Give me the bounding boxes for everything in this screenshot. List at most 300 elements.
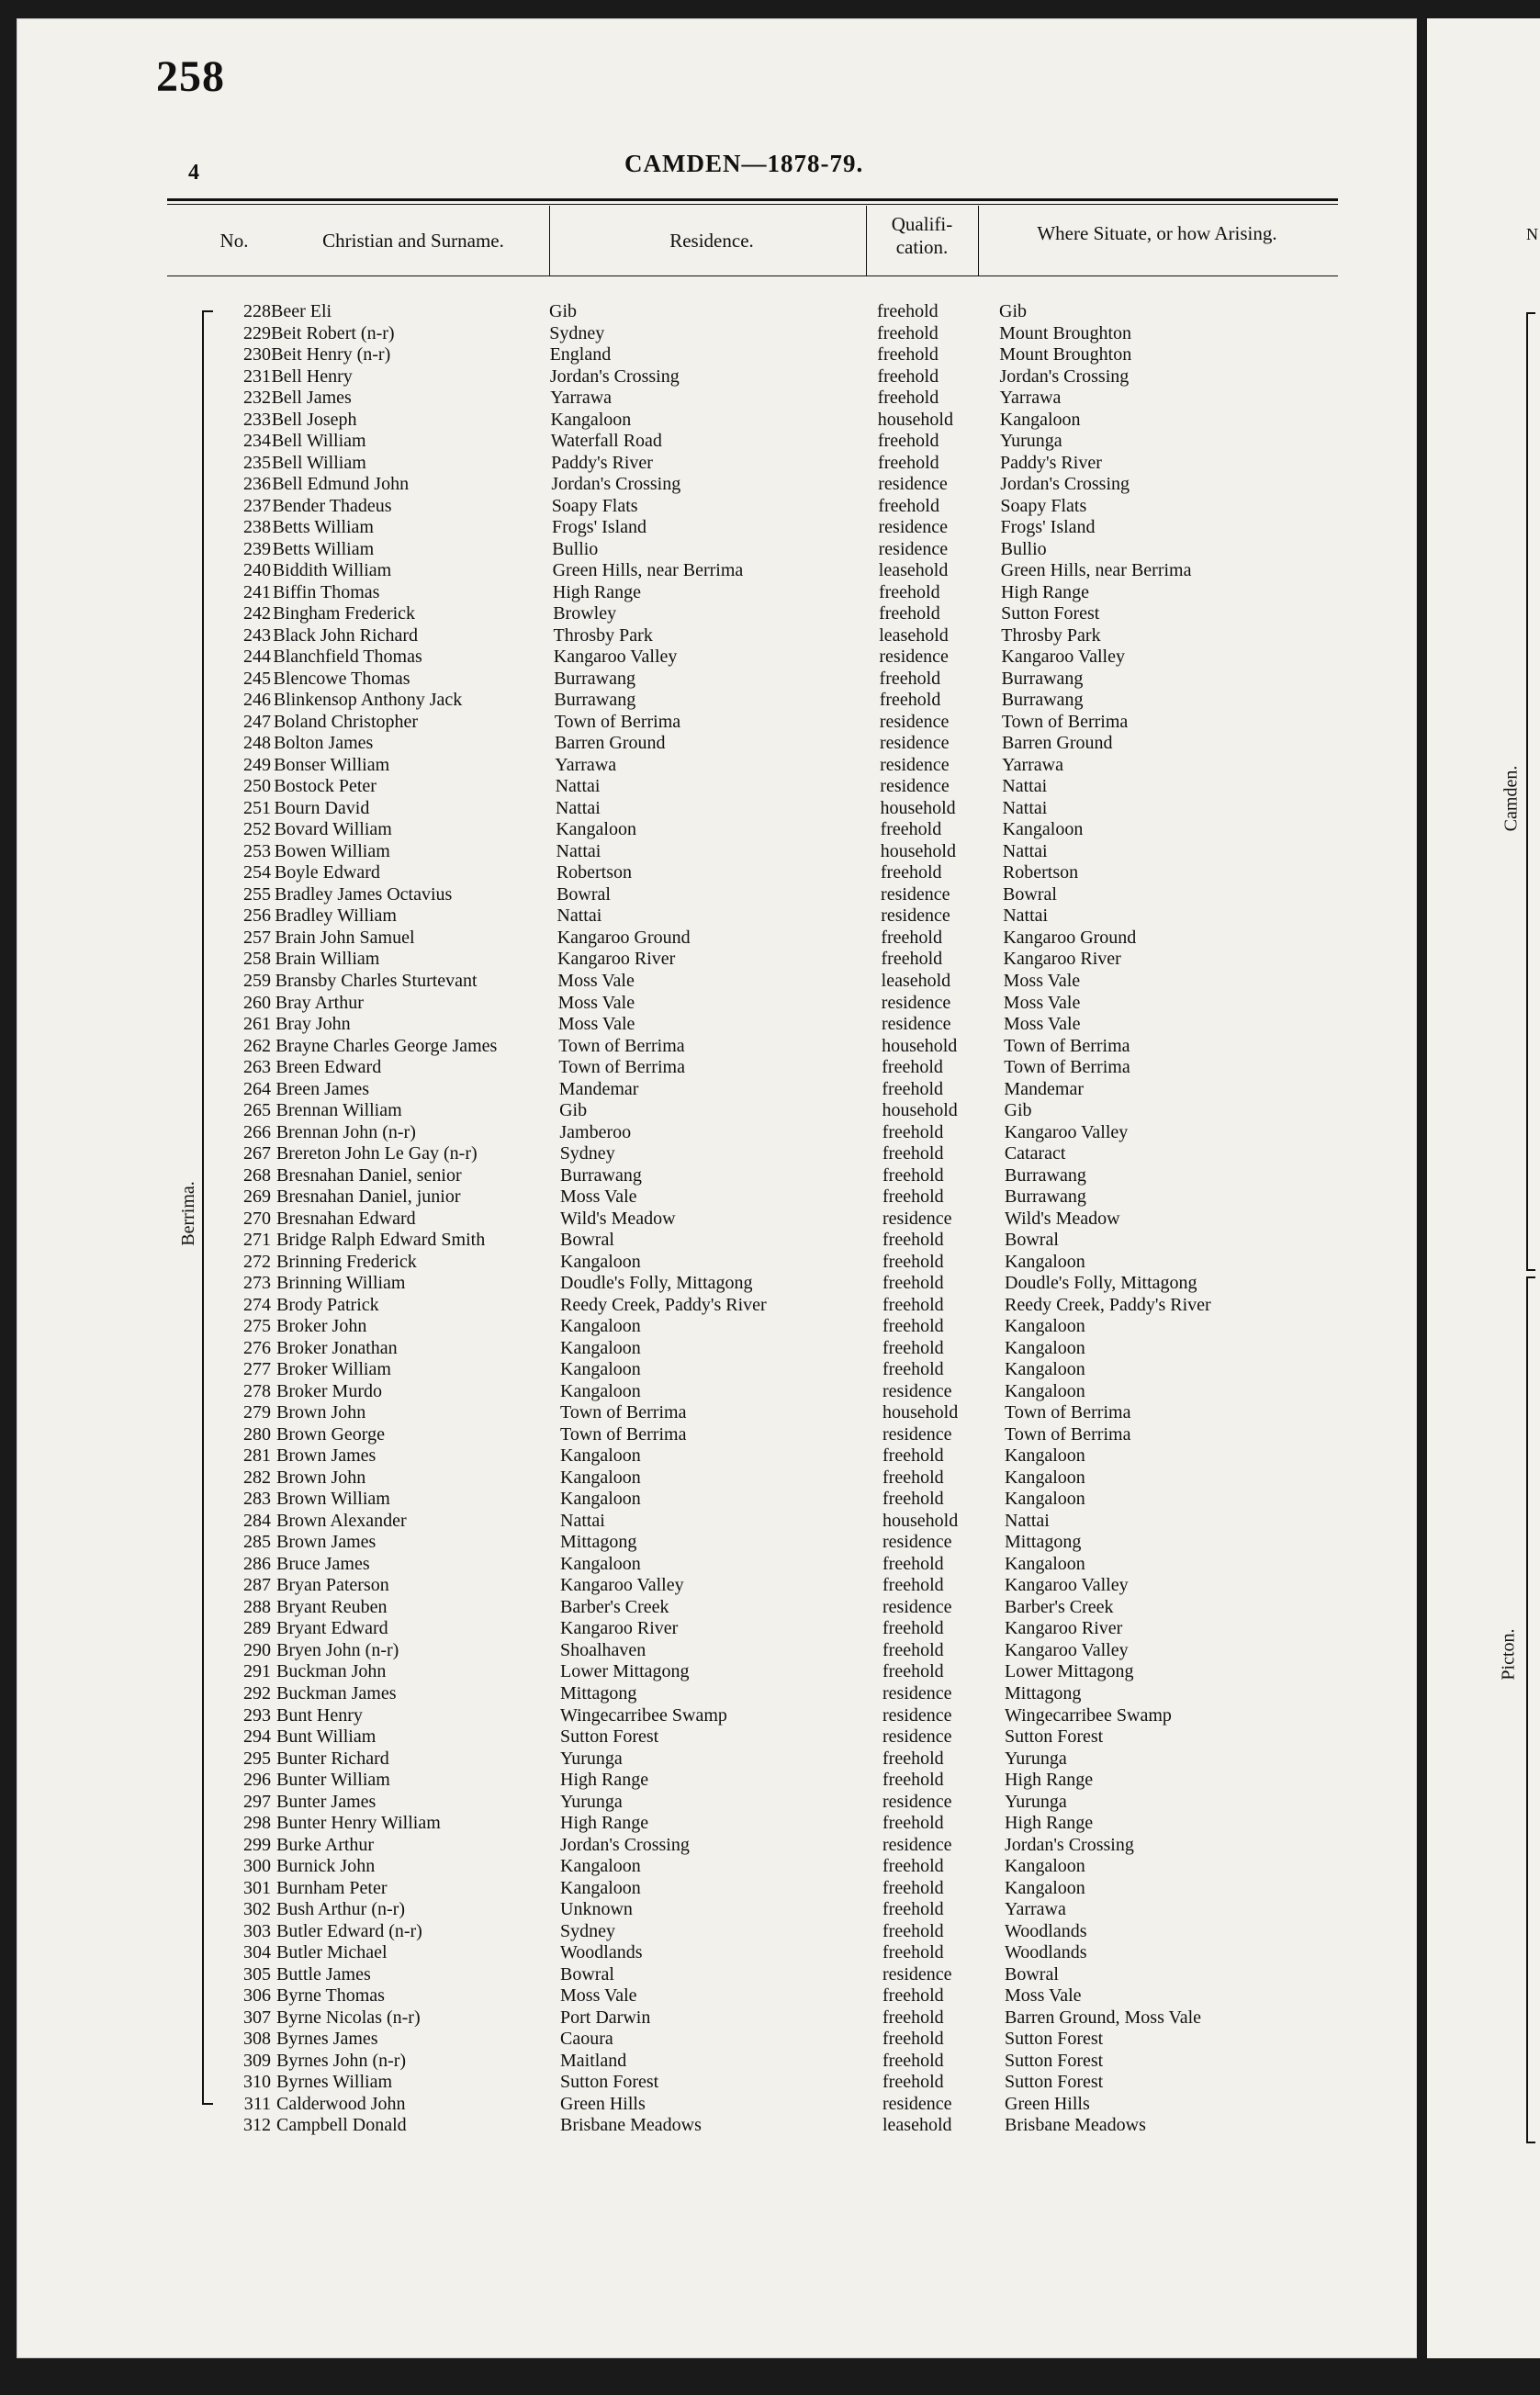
cell-residence: Frogs' Island xyxy=(552,517,647,538)
cell-number: 234 xyxy=(243,431,271,452)
cell-name: Bransby Charles Sturtevant xyxy=(275,970,478,991)
cell-residence: Kangaloon xyxy=(560,1445,641,1467)
cell-name: Brennan William xyxy=(275,1100,402,1121)
table-row xyxy=(0,2029,1341,2051)
cell-residence: Nattai xyxy=(555,776,601,797)
cell-where-situate: Nattai xyxy=(1005,1510,1050,1531)
cell-residence: Port Darwin xyxy=(560,2007,651,2028)
cell-name: Brown John xyxy=(276,1402,366,1423)
table-row xyxy=(0,1597,1341,1619)
cell-qualification: freehold xyxy=(882,1748,944,1769)
cell-where-situate: Jordan's Crossing xyxy=(999,365,1130,387)
cell-number: 297 xyxy=(243,1791,271,1812)
table-row xyxy=(0,1014,1341,1036)
cell-where-situate: Kangaloon xyxy=(1005,1553,1085,1574)
table-row xyxy=(0,1899,1341,1921)
cell-where-situate: Kangaroo Ground xyxy=(1003,927,1137,948)
column-divider xyxy=(978,206,979,275)
cell-qualification: leasehold xyxy=(878,560,949,581)
cell-qualification: freehold xyxy=(882,1337,944,1358)
cell-qualification: residence xyxy=(882,1683,952,1703)
table-row xyxy=(0,1057,1341,1079)
cell-residence: Town of Berrima xyxy=(560,1402,687,1423)
cell-name: Bunt Henry xyxy=(276,1704,363,1726)
cell-name: Burke Arthur xyxy=(276,1834,375,1855)
table-row xyxy=(0,1532,1341,1554)
cell-where-situate: Bullio xyxy=(1000,538,1047,559)
cell-residence: Shoalhaven xyxy=(560,1639,646,1660)
cell-name: Bresnahan Daniel, senior xyxy=(276,1164,462,1186)
cell-qualification: residence xyxy=(881,883,950,905)
cell-qualification: residence xyxy=(882,1532,952,1553)
cell-name: Calderwood John xyxy=(276,2093,406,2114)
cell-number: 279 xyxy=(243,1402,271,1423)
cell-residence: Kangaloon xyxy=(560,1316,641,1337)
cell-where-situate: Kangaloon xyxy=(1005,1380,1085,1401)
cell-number: 254 xyxy=(243,862,271,883)
cell-qualification: freehold xyxy=(882,1121,944,1142)
table-row xyxy=(0,1770,1341,1792)
table-row xyxy=(0,1835,1341,1857)
cell-residence: Kangaroo Ground xyxy=(556,927,691,948)
cell-qualification: freehold xyxy=(878,452,939,473)
cell-residence: Browley xyxy=(553,603,617,624)
cell-name: Brereton John Le Gay (n-r) xyxy=(275,1143,478,1164)
district-label: Berrima. xyxy=(177,1181,198,1246)
cell-residence: Woodlands xyxy=(560,1942,643,1963)
cell-name: Black John Richard xyxy=(273,624,418,646)
table-row xyxy=(0,1618,1341,1640)
cell-qualification: freehold xyxy=(879,690,941,711)
table-row xyxy=(0,453,1341,475)
cell-where-situate: Kangaloon xyxy=(1005,1467,1085,1488)
cell-name: Beit Henry (n-r) xyxy=(271,344,391,365)
cell-number: 268 xyxy=(243,1164,271,1186)
cell-where-situate: Town of Berrima xyxy=(1005,1402,1131,1423)
cell-where-situate: Bowral xyxy=(1005,1230,1059,1251)
column-header-rule xyxy=(167,275,1338,276)
cell-number: 269 xyxy=(243,1186,271,1208)
cell-residence: Town of Berrima xyxy=(558,1035,685,1056)
table-row xyxy=(0,1295,1341,1317)
cell-number: 288 xyxy=(243,1596,271,1617)
cell-qualification: freehold xyxy=(877,344,939,365)
cell-where-situate: Nattai xyxy=(1002,797,1048,818)
cell-number: 274 xyxy=(243,1294,271,1315)
cell-qualification: freehold xyxy=(882,1661,944,1682)
cell-qualification: freehold xyxy=(882,1078,944,1099)
cell-qualification: freehold xyxy=(882,1445,944,1467)
page-number: 258 xyxy=(156,52,225,101)
table-row xyxy=(0,2051,1341,2073)
cell-qualification: freehold xyxy=(882,1877,944,1898)
cell-residence: Burrawang xyxy=(554,668,635,689)
cell-name: Beer Eli xyxy=(271,301,332,321)
cell-name: Breen Edward xyxy=(275,1057,382,1078)
cell-residence: Kangaloon xyxy=(560,1251,641,1272)
table-row xyxy=(0,1252,1341,1274)
cell-number: 310 xyxy=(243,2072,271,2093)
cell-qualification: freehold xyxy=(877,322,939,343)
cell-residence: High Range xyxy=(552,581,641,602)
cell-residence: Jordan's Crossing xyxy=(560,1834,690,1855)
cell-number: 283 xyxy=(243,1489,271,1510)
cell-where-situate: Kangaroo Valley xyxy=(1001,647,1125,668)
cell-name: Brown William xyxy=(276,1489,390,1510)
cell-residence: Paddy's River xyxy=(551,452,653,473)
cell-where-situate: Barren Ground xyxy=(1002,733,1113,754)
table-row xyxy=(0,1748,1341,1771)
column-header-residence: Residence. xyxy=(669,230,754,252)
cell-name: Burnick John xyxy=(276,1856,376,1877)
cell-name: Bender Thadeus xyxy=(272,495,392,516)
cell-name: Butler Edward (n-r) xyxy=(276,1920,422,1941)
table-row xyxy=(0,323,1341,345)
cell-qualification: freehold xyxy=(881,949,943,970)
cell-name: Bunt William xyxy=(276,1726,377,1748)
cell-name: Bryant Reuben xyxy=(276,1596,388,1617)
cell-where-situate: Robertson xyxy=(1002,862,1079,883)
table-row xyxy=(0,344,1341,366)
cell-number: 245 xyxy=(243,668,271,689)
cell-qualification: household xyxy=(882,1100,958,1121)
cell-where-situate: Kangaroo Valley xyxy=(1004,1121,1129,1142)
table-row xyxy=(0,1511,1341,1533)
cell-number: 277 xyxy=(243,1359,271,1380)
table-row xyxy=(0,1122,1341,1144)
strip-label-picton: Picton. xyxy=(1498,1628,1519,1681)
table-row xyxy=(0,1813,1341,1835)
cell-residence: Unknown xyxy=(560,1899,633,1920)
cell-residence: Gib xyxy=(549,301,577,321)
cell-qualification: freehold xyxy=(878,495,939,516)
cell-number: 294 xyxy=(243,1726,271,1748)
cell-where-situate: Town of Berrima xyxy=(1001,711,1129,732)
cell-residence: Jordan's Crossing xyxy=(551,474,681,495)
table-row xyxy=(0,669,1341,691)
table-row xyxy=(0,1856,1341,1878)
cell-number: 282 xyxy=(243,1467,271,1488)
cell-number: 252 xyxy=(243,819,271,840)
cell-number: 250 xyxy=(243,776,271,797)
cell-where-situate: Mount Broughton xyxy=(999,344,1132,365)
cell-name: Betts William xyxy=(272,517,374,538)
cell-residence: Wingecarribee Swamp xyxy=(560,1704,727,1726)
column-divider xyxy=(866,206,867,275)
cell-where-situate: Cataract xyxy=(1004,1143,1066,1164)
cell-name: Bryen John (n-r) xyxy=(276,1639,399,1660)
cell-qualification: freehold xyxy=(882,2050,944,2071)
cell-qualification: residence xyxy=(880,733,950,754)
cell-where-situate: Kangaloon xyxy=(999,409,1081,430)
cell-where-situate: Jordan's Crossing xyxy=(1000,474,1130,495)
cell-name: Bryan Paterson xyxy=(276,1575,389,1596)
cell-residence: Yurunga xyxy=(560,1791,623,1812)
cell-qualification: freehold xyxy=(882,1186,944,1208)
cell-residence: Sydney xyxy=(560,1920,615,1941)
table-row xyxy=(0,1143,1341,1165)
cell-residence: Throsby Park xyxy=(553,624,653,646)
cell-name: Bradley James Octavius xyxy=(275,883,453,905)
cell-name: Brennan John (n-r) xyxy=(275,1121,416,1142)
cell-where-situate: Sutton Forest xyxy=(1005,2072,1104,2093)
cell-where-situate: Mittagong xyxy=(1005,1683,1082,1703)
cell-name: Campbell Donald xyxy=(276,2115,407,2136)
cell-residence: Moss Vale xyxy=(557,970,635,991)
table-row xyxy=(0,755,1341,777)
cell-number: 300 xyxy=(243,1856,271,1877)
cell-qualification: freehold xyxy=(882,2072,944,2093)
table-row xyxy=(0,1575,1341,1597)
cell-qualification: freehold xyxy=(882,1057,943,1078)
header-rule-thin xyxy=(167,204,1338,205)
cell-name: Brown James xyxy=(276,1532,377,1553)
cell-residence: Kangaloon xyxy=(560,1877,641,1898)
table-row xyxy=(0,496,1341,518)
cell-number: 251 xyxy=(243,797,271,818)
cell-qualification: residence xyxy=(882,1704,952,1726)
cell-name: Bray Arthur xyxy=(275,992,364,1013)
cell-number: 284 xyxy=(243,1510,271,1531)
cell-residence: Green Hills, near Berrima xyxy=(552,560,744,581)
cell-where-situate: Jordan's Crossing xyxy=(1005,1834,1134,1855)
cell-qualification: residence xyxy=(880,776,950,797)
cell-name: Bell Henry xyxy=(271,365,353,387)
cell-number: 241 xyxy=(243,581,271,602)
cell-number: 239 xyxy=(243,538,271,559)
cell-qualification: freehold xyxy=(881,927,942,948)
cell-qualification: household xyxy=(882,1402,959,1423)
cell-where-situate: Kangaloon xyxy=(1005,1251,1085,1272)
cell-where-situate: Kangaroo River xyxy=(1005,1618,1123,1639)
table-row xyxy=(0,690,1341,712)
cell-name: Brayne Charles George James xyxy=(275,1035,498,1056)
cell-where-situate: Sutton Forest xyxy=(1005,2029,1104,2050)
cell-number: 231 xyxy=(243,365,271,387)
cell-where-situate: Town of Berrima xyxy=(1004,1057,1130,1078)
cell-where-situate: Yarrawa xyxy=(1002,754,1063,775)
cell-residence: Kangaloon xyxy=(560,1856,641,1877)
cell-name: Brinning William xyxy=(276,1273,406,1294)
cell-residence: Bullio xyxy=(552,538,599,559)
cell-number: 290 xyxy=(243,1639,271,1660)
cell-where-situate: Frogs' Island xyxy=(1000,517,1096,538)
cell-name: Bostock Peter xyxy=(274,776,377,797)
table-row xyxy=(0,1640,1341,1662)
cell-residence: Jamberoo xyxy=(559,1121,632,1142)
cell-where-situate: Nattai xyxy=(1003,905,1049,927)
cell-number: 266 xyxy=(243,1121,271,1142)
cell-residence: Kangaroo Valley xyxy=(553,647,678,668)
table-row xyxy=(0,862,1341,884)
cell-where-situate: Brisbane Meadows xyxy=(1005,2115,1146,2136)
cell-number: 304 xyxy=(243,1942,271,1963)
table-row xyxy=(0,1230,1341,1252)
cell-residence: Kangaloon xyxy=(560,1359,641,1380)
cell-where-situate: Sutton Forest xyxy=(1005,2050,1104,2071)
cell-where-situate: Burrawang xyxy=(1005,1186,1086,1208)
cell-qualification: residence xyxy=(882,1834,952,1855)
cell-where-situate: Doudle's Folly, Mittagong xyxy=(1005,1273,1197,1294)
cell-where-situate: Kangaloon xyxy=(1005,1359,1085,1380)
cell-number: 280 xyxy=(243,1423,271,1445)
table-row xyxy=(0,949,1341,971)
cell-number: 303 xyxy=(243,1920,271,1941)
strip-bracket xyxy=(1526,312,1535,1271)
cell-name: Bingham Frederick xyxy=(273,603,416,624)
cell-qualification: residence xyxy=(881,992,951,1013)
cell-qualification: freehold xyxy=(882,1489,944,1510)
cell-number: 233 xyxy=(243,409,271,430)
cell-where-situate: Reedy Creek, Paddy's River xyxy=(1005,1294,1211,1315)
cell-name: Byrne Nicolas (n-r) xyxy=(276,2007,421,2028)
cell-qualification: freehold xyxy=(880,862,942,883)
cell-residence: Bowral xyxy=(556,883,611,905)
cell-residence: Bowral xyxy=(560,1963,614,1985)
cell-residence: Nattai xyxy=(556,840,601,861)
cell-residence: Reedy Creek, Paddy's River xyxy=(560,1294,767,1315)
cell-name: Breen James xyxy=(275,1078,370,1099)
cell-name: Butler Michael xyxy=(276,1942,388,1963)
cell-residence: Waterfall Road xyxy=(550,431,662,452)
cell-residence: Nattai xyxy=(556,905,602,927)
cell-residence: Bowral xyxy=(560,1230,614,1251)
cell-qualification: freehold xyxy=(882,1575,944,1596)
cell-qualification: residence xyxy=(882,1380,952,1401)
cell-name: Brown John xyxy=(276,1467,366,1488)
header-rule xyxy=(167,198,1338,201)
cell-name: Bunter William xyxy=(276,1770,390,1791)
cell-qualification: freehold xyxy=(877,365,939,387)
cell-number: 287 xyxy=(243,1575,271,1596)
cell-residence: Kangaloon xyxy=(560,1467,641,1488)
cell-number: 247 xyxy=(243,711,271,732)
table-row xyxy=(0,2115,1341,2137)
cell-number: 285 xyxy=(243,1532,271,1553)
cell-where-situate: Lower Mittagong xyxy=(1005,1661,1134,1682)
table-row xyxy=(0,971,1341,993)
cell-number: 309 xyxy=(243,2050,271,2071)
table-row xyxy=(0,1985,1341,2007)
cell-qualification: household xyxy=(880,840,956,861)
table-row xyxy=(0,733,1341,755)
cell-name: Bradley William xyxy=(275,905,397,927)
cell-name: Bray John xyxy=(275,1014,351,1035)
cell-name: Bunter Richard xyxy=(276,1748,389,1769)
cell-number: 270 xyxy=(243,1208,271,1229)
cell-name: Bell William xyxy=(272,452,366,473)
cell-qualification: household xyxy=(880,797,956,818)
cell-residence: Kangaloon xyxy=(560,1489,641,1510)
cell-qualification: freehold xyxy=(882,1294,944,1315)
cell-number: 244 xyxy=(243,647,271,668)
cell-number: 256 xyxy=(243,905,271,927)
cell-qualification: freehold xyxy=(882,1856,944,1877)
cell-name: Bryant Edward xyxy=(276,1618,388,1639)
cell-where-situate: Sutton Forest xyxy=(1005,1726,1104,1748)
cell-name: Betts William xyxy=(272,538,375,559)
cell-number: 238 xyxy=(243,517,271,538)
cell-qualification: freehold xyxy=(878,581,940,602)
cell-number: 298 xyxy=(243,1813,271,1834)
cell-residence: Moss Vale xyxy=(557,1014,635,1035)
cell-residence: Barber's Creek xyxy=(560,1596,669,1617)
cell-where-situate: Bowral xyxy=(1005,1963,1059,1985)
table-row xyxy=(0,1942,1341,1964)
cell-number: 281 xyxy=(243,1445,271,1467)
page-title: CAMDEN—1878-79. xyxy=(624,150,864,177)
cell-residence: Yurunga xyxy=(560,1748,623,1769)
cell-residence: Barren Ground xyxy=(555,733,666,754)
cell-where-situate: Kangaloon xyxy=(1005,1856,1085,1877)
table-row xyxy=(0,1209,1341,1231)
cell-number: 229 xyxy=(243,322,271,343)
column-header-where: Where Situate, or how Arising. xyxy=(1037,222,1277,244)
cell-name: Bresnahan Edward xyxy=(276,1208,416,1229)
cell-name: Brown James xyxy=(276,1445,377,1467)
cell-residence: High Range xyxy=(560,1770,649,1791)
cell-qualification: freehold xyxy=(882,1770,944,1791)
cell-qualification: freehold xyxy=(882,1553,944,1574)
cell-qualification: residence xyxy=(880,754,950,775)
table-row xyxy=(0,1186,1341,1209)
cell-name: Bresnahan Daniel, junior xyxy=(276,1186,461,1208)
cell-where-situate: High Range xyxy=(1005,1770,1094,1791)
cell-where-situate: Nattai xyxy=(1002,776,1048,797)
cell-number: 258 xyxy=(243,949,271,970)
cell-where-situate: Sutton Forest xyxy=(1001,603,1100,624)
table-row xyxy=(0,1705,1341,1727)
cell-qualification: household xyxy=(882,1510,959,1531)
cell-name: Bruce James xyxy=(276,1553,370,1574)
cell-name: Broker William xyxy=(276,1359,391,1380)
cell-name: Blanchfield Thomas xyxy=(273,647,422,668)
cell-qualification: freehold xyxy=(882,1359,944,1380)
cell-number: 302 xyxy=(243,1899,271,1920)
cell-number: 262 xyxy=(243,1035,271,1056)
table-row xyxy=(0,712,1341,734)
table-row xyxy=(0,1100,1341,1122)
cell-residence: Caoura xyxy=(560,2029,613,2050)
cell-where-situate: Woodlands xyxy=(1005,1920,1087,1941)
cell-name: Biffin Thomas xyxy=(272,581,380,602)
cell-number: 235 xyxy=(243,452,271,473)
table-row xyxy=(0,1683,1341,1705)
table-row xyxy=(0,1554,1341,1576)
cell-residence: Kangaloon xyxy=(556,819,636,840)
cell-residence: Kangaloon xyxy=(560,1337,641,1358)
cell-number: 260 xyxy=(243,992,271,1013)
cell-number: 253 xyxy=(243,840,271,861)
cell-residence: Kangaroo Valley xyxy=(560,1575,684,1596)
strip-label-camden: Camden. xyxy=(1501,765,1522,832)
cell-where-situate: Kangaloon xyxy=(1005,1445,1085,1467)
cell-where-situate: Burrawang xyxy=(1005,1164,1086,1186)
cell-where-situate: Yarrawa xyxy=(1005,1899,1066,1920)
column-header-no: No. xyxy=(219,230,249,252)
cell-qualification: freehold xyxy=(882,1639,944,1660)
table-row xyxy=(0,1445,1341,1467)
cell-name: Broker Jonathan xyxy=(276,1337,398,1358)
table-row xyxy=(0,1273,1341,1295)
cell-number: 242 xyxy=(243,603,271,624)
table-row xyxy=(0,1165,1341,1187)
cell-residence: Moss Vale xyxy=(557,992,635,1013)
cell-number: 305 xyxy=(243,1963,271,1985)
table-row xyxy=(0,1661,1341,1683)
cell-residence: Brisbane Meadows xyxy=(560,2115,702,2136)
table-row xyxy=(0,2007,1341,2030)
